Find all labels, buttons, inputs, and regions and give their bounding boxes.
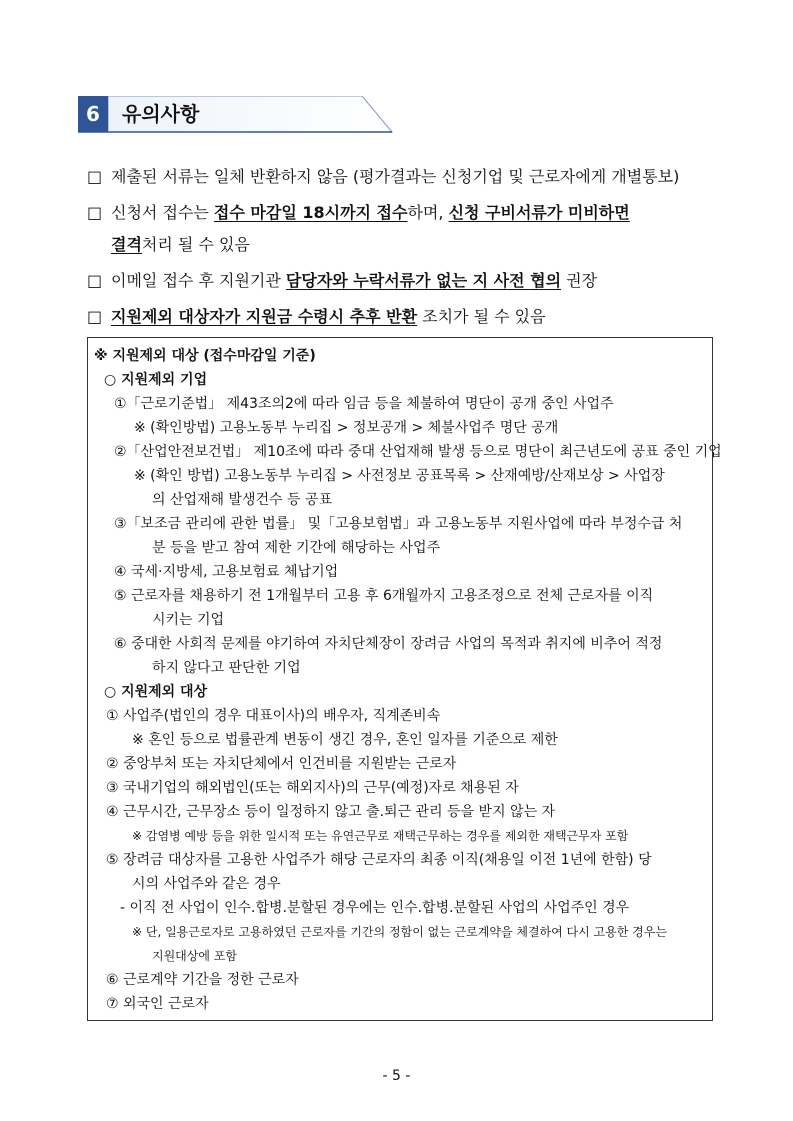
exclusion-box (87, 337, 722, 1021)
person-item-5: ⑤ 장려금 대상자를 고용한 사업주가 해당 근로자의 최종 이직(채용일 이전 1년에 한함) 당 (106, 852, 652, 868)
company-item-6: ⑥ 중대한 사회적 문제를 야기하여 자치단체장이 장려금 사업의 목적과 취지에 비추어 적정 (114, 636, 663, 652)
person-note-5: ※ 단, 일용근로자로 고용하였던 근로자를 기간의 정함이 없는 근로계약을 체결하여 다시 고용한 경우는 (132, 925, 667, 939)
notice-text: 조치가 될 수 있음 (417, 307, 546, 326)
box-header: ※ 지원제외 대상 (접수마감일 기준) (94, 348, 316, 364)
notice-item (87, 163, 727, 191)
page-number: - 5 - (382, 1068, 411, 1084)
notice-emphasis: 신청 구비서류가 미비하면 (448, 203, 630, 222)
person-note-5-cont: 지원대상에 포함 (152, 949, 237, 963)
notice-emphasis: 지원제외 대상자가 지원금 수령시 추후 반환 (111, 307, 418, 326)
notice-emphasis: 담당자와 누락서류가 없는 지 사전 협의 (285, 271, 562, 290)
notice-list (87, 163, 727, 339)
person-item-3: ③ 국내기업의 해외법인(또는 해외지사)의 근무(예정)자로 채용된 자 (106, 780, 519, 796)
person-item-7: ⑦ 외국인 근로자 (106, 996, 209, 1012)
company-note-1: ※ (확인방법) 고용노동부 누리집 > 정보공개 > 체불사업주 명단 공개 (134, 420, 559, 436)
person-item-5-cont: 시의 사업주와 같은 경우 (132, 876, 281, 892)
company-item-6-cont: 하지 않다고 판단한 기업 (152, 660, 301, 676)
notice-text: 권장 (561, 271, 598, 290)
company-note-2-cont: 의 산업재해 발생건수 등 공표 (152, 492, 333, 508)
section-title: 유의사항 (122, 102, 200, 126)
section-number: 6 (86, 102, 100, 126)
group-title-companies: ○ 지원제외 기업 (104, 372, 208, 388)
notice-text: 처리 될 수 있음 (141, 235, 250, 254)
notice-text: 하며, (407, 203, 449, 222)
company-item-3-cont: 분 등을 받고 참여 제한 기간에 해당하는 사업주 (152, 540, 441, 556)
notice-emphasis: 결격 (111, 235, 142, 254)
notice-text: 이메일 접수 후 지원기관 (111, 271, 286, 290)
person-item-4: ④ 근무시간, 근무장소 등이 일정하지 않고 출.퇴근 관리 등을 받지 않는 자 (106, 804, 556, 820)
notice-emphasis: 접수 마감일 18시까지 접수 (213, 203, 408, 222)
notice-item (87, 199, 727, 259)
section-header (78, 96, 390, 132)
group-title-persons: ○ 지원제외 대상 (104, 684, 208, 700)
notice-text: 제출된 서류는 일체 반환하지 않음 (평가결과는 신청기업 및 근로자에게 개별통보) (111, 167, 680, 186)
company-item-1: ①「근로기준법」 제43조의2에 따라 임금 등을 체불하여 명단이 공개 중인 사업주 (114, 396, 614, 412)
company-item-4: ④ 국세·지방세, 고용보험료 체납기업 (114, 564, 339, 580)
company-item-3: ③「보조금 관리에 관한 법률」 및「고용보험법」과 고용노동부 지원사업에 따라 부정수급 처 (114, 516, 683, 532)
notice-item (87, 267, 727, 295)
person-item-1: ① 사업주(법인의 경우 대표이사)의 배우자, 직계존비속 (106, 708, 441, 724)
company-note-2: ※ (확인 방법) 고용노동부 누리집 > 사전정보 공표목록 > 산재예방/산재보상 > 사업장 (134, 468, 665, 484)
person-item-2: ② 중앙부처 또는 자치단체에서 인건비를 지원받는 근로자 (106, 756, 457, 772)
company-item-5: ⑤ 근로자를 채용하기 전 1개월부터 고용 후 6개월까지 고용조정으로 전체 근로자를 이직 (114, 588, 654, 604)
checkbox-square-icon: □ (87, 203, 103, 222)
person-item-6: ⑥ 근로계약 기간을 정한 근로자 (106, 972, 299, 988)
company-item-2: ②「산업안전보건법」 제10조에 따라 중대 산업재해 발생 등으로 명단이 최근년도에 공표 중인 기업 (114, 444, 722, 460)
checkbox-square-icon: □ (87, 167, 103, 186)
notice-item (87, 303, 727, 331)
person-note-1: ※ 혼인 등으로 법률관계 변동이 생긴 경우, 혼인 일자를 기준으로 제한 (132, 732, 558, 748)
company-item-5-cont: 시키는 기업 (152, 612, 225, 628)
notice-text: 신청서 접수는 (111, 203, 214, 222)
person-note-4: ※ 감염병 예방 등을 위한 일시적 또는 유연근무로 재택근무하는 경우를 제외한 재택근무자 포함 (132, 829, 629, 843)
person-subitem-5: - 이직 전 사업이 인수.합병.분할된 경우에는 인수.합병.분할된 사업의 사업주인 경우 (120, 900, 630, 916)
checkbox-square-icon: □ (87, 307, 103, 326)
checkbox-square-icon: □ (87, 271, 103, 290)
